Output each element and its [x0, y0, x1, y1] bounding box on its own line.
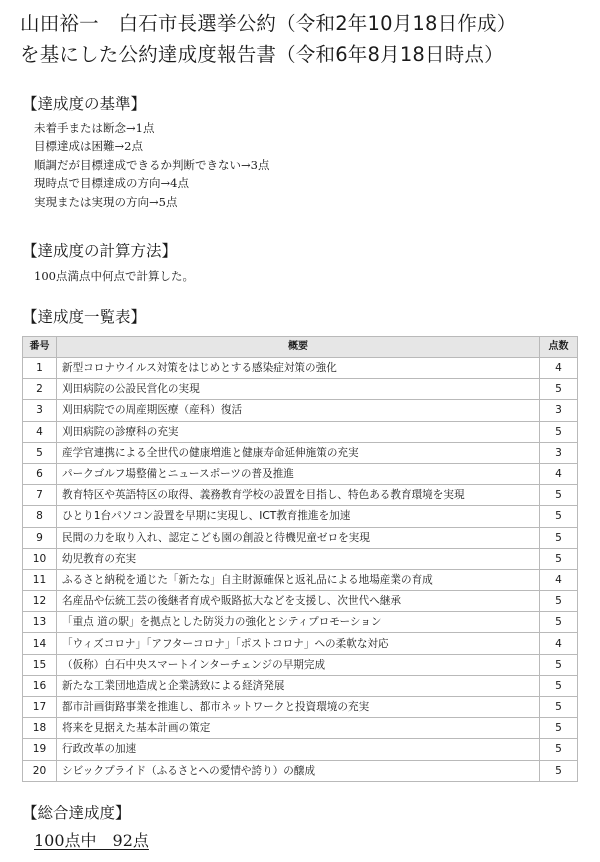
- row-number: 19: [23, 739, 57, 760]
- criteria-item: 順調だが目標達成できるか判断できない→3点: [34, 157, 270, 172]
- row-description: 都市計画街路事業を推進し、都市ネットワークと投資環境の充実: [57, 697, 540, 718]
- row-score: 5: [540, 675, 578, 696]
- calculation-heading: 【達成度の計算方法】: [22, 242, 178, 260]
- row-description: 民間の力を取り入れ、認定こども園の創設と待機児童ゼロを実現: [57, 527, 540, 548]
- row-score: 5: [540, 697, 578, 718]
- row-description: ふるさと納税を通じた「新たな」自主財源確保と返礼品による地場産業の育成: [57, 569, 540, 590]
- table-row: [23, 675, 578, 696]
- row-score: 3: [540, 400, 578, 421]
- row-description: 幼児教育の充実: [57, 548, 540, 569]
- total-heading: 【総合達成度】: [22, 804, 131, 822]
- table-row: [23, 421, 578, 442]
- row-score: 5: [540, 548, 578, 569]
- row-score: 5: [540, 527, 578, 548]
- row-score: 4: [540, 633, 578, 654]
- row-description: （仮称）白石中央スマートインターチェンジの早期完成: [57, 654, 540, 675]
- table-row: [23, 548, 578, 569]
- row-number: 18: [23, 718, 57, 739]
- row-number: 20: [23, 760, 57, 781]
- table-row: [23, 697, 578, 718]
- row-description: 刈田病院の診療科の充実: [57, 421, 540, 442]
- row-description: パークゴルフ場整備とニュースポーツの普及推進: [57, 463, 540, 484]
- report-title-line-1: 山田裕一 白石市長選挙公約（令和2年10月18日作成）: [20, 12, 517, 35]
- table-row: [23, 739, 578, 760]
- row-score: 5: [540, 485, 578, 506]
- calculation-text: 100点満点中何点で計算した。: [34, 269, 194, 283]
- row-score: 5: [540, 379, 578, 400]
- row-description: 新型コロナウイルス対策をはじめとする感染症対策の強化: [57, 358, 540, 379]
- row-description: 行政改革の加速: [57, 739, 540, 760]
- row-description: 「ウィズコロナ」「アフターコロナ」「ポストコロナ」への柔軟な対応: [57, 633, 540, 654]
- table-row: [23, 358, 578, 379]
- row-score: 3: [540, 442, 578, 463]
- table-row: [23, 379, 578, 400]
- row-description: 将来を見据えた基本計画の策定: [57, 718, 540, 739]
- row-number: 14: [23, 633, 57, 654]
- table-row: [23, 506, 578, 527]
- table-header-row: [23, 337, 578, 358]
- row-score: 5: [540, 591, 578, 612]
- row-number: 7: [23, 485, 57, 506]
- table-row: [23, 718, 578, 739]
- row-score: 5: [540, 739, 578, 760]
- row-number: 5: [23, 442, 57, 463]
- row-description: 産学官連携による全世代の健康増進と健康寿命延伸施策の充実: [57, 442, 540, 463]
- table-row: [23, 463, 578, 484]
- criteria-list: [34, 119, 269, 211]
- achievement-table: [22, 336, 578, 782]
- row-score: 4: [540, 463, 578, 484]
- row-description: シビックプライド（ふるさとへの愛情や誇り）の醸成: [57, 760, 540, 781]
- row-score: 5: [540, 506, 578, 527]
- row-description: ひとり1台パソコン設置を早期に実現し、ICT教育推進を加速: [57, 506, 540, 527]
- row-number: 9: [23, 527, 57, 548]
- row-score: 5: [540, 718, 578, 739]
- row-number: 4: [23, 421, 57, 442]
- header-desc: 概要: [57, 337, 540, 358]
- table-row: [23, 569, 578, 590]
- header-score: 点数: [540, 337, 578, 358]
- row-score: 4: [540, 358, 578, 379]
- row-number: 11: [23, 569, 57, 590]
- row-number: 13: [23, 612, 57, 633]
- table-row: [23, 633, 578, 654]
- table-row: [23, 654, 578, 675]
- row-number: 12: [23, 591, 57, 612]
- table-row: [23, 612, 578, 633]
- table-row: [23, 527, 578, 548]
- row-description: 「重点 道の駅」を拠点とした防災力の強化とシティプロモーション: [57, 612, 540, 633]
- row-number: 2: [23, 379, 57, 400]
- row-number: 6: [23, 463, 57, 484]
- table-row: [23, 485, 578, 506]
- table-heading: 【達成度一覧表】: [22, 308, 147, 326]
- row-description: 刈田病院の公設民営化の実現: [57, 379, 540, 400]
- row-description: 新たな工業団地造成と企業誘致による経済発展: [57, 675, 540, 696]
- row-number: 16: [23, 675, 57, 696]
- criteria-item: 現時点で目標達成の方向→4点: [34, 176, 189, 191]
- criteria-item: 実現または実現の方向→5点: [34, 194, 178, 209]
- criteria-item: 目標達成は困難→2点: [34, 139, 143, 154]
- row-score: 4: [540, 569, 578, 590]
- report-title: [20, 8, 592, 70]
- report-title-line-2: を基にした公約達成度報告書（令和6年8月18日時点）: [20, 43, 504, 66]
- row-number: 10: [23, 548, 57, 569]
- total-score: 100点中 92点: [34, 831, 149, 850]
- row-number: 8: [23, 506, 57, 527]
- table-row: [23, 760, 578, 781]
- row-description: 教育特区や英語特区の取得、義務教育学校の設置を目指し、特色ある教育環境を実現: [57, 485, 540, 506]
- row-score: 5: [540, 760, 578, 781]
- row-number: 17: [23, 697, 57, 718]
- row-description: 名産品や伝統工芸の後継者育成や販路拡大などを支援し、次世代へ継承: [57, 591, 540, 612]
- row-description: 刈田病院での周産期医療（産科）復活: [57, 400, 540, 421]
- row-number: 3: [23, 400, 57, 421]
- table-row: [23, 400, 578, 421]
- row-score: 5: [540, 654, 578, 675]
- row-number: 15: [23, 654, 57, 675]
- table-row: [23, 442, 578, 463]
- row-score: 5: [540, 612, 578, 633]
- criteria-item: 未着手または断念→1点: [34, 121, 155, 135]
- row-score: 5: [540, 421, 578, 442]
- table-row: [23, 591, 578, 612]
- row-number: 1: [23, 358, 57, 379]
- header-no: 番号: [23, 337, 57, 358]
- criteria-heading: 【達成度の基準】: [22, 95, 147, 113]
